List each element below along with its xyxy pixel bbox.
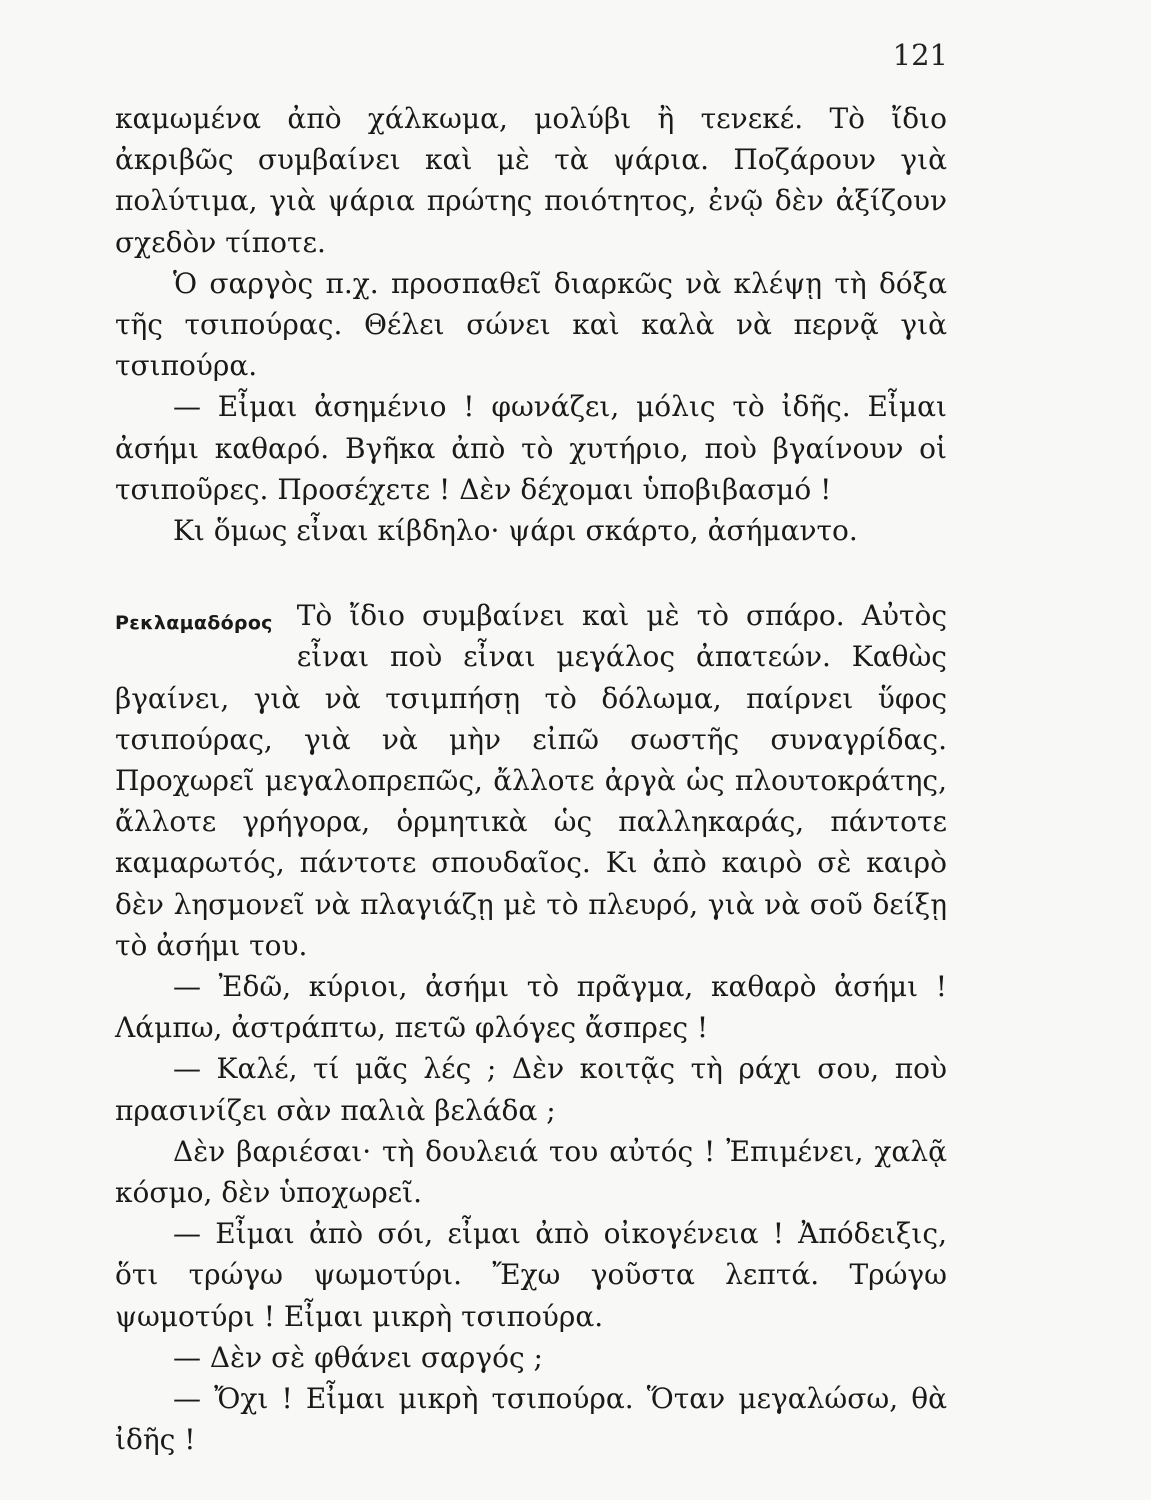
paragraph: — Ὄχι ! Εἶμαι μικρὴ τσιπούρα. Ὅταν μεγαλώσω, θὰ ἰδῆς ! [115,1382,947,1457]
paragraph: — Ἐδῶ, κύριοι, ἀσήμι τὸ πρᾶγμα, καθαρὸ ἀσήμι ! Λάμπω, ἀστράπτω, πετῶ φλόγες ἄσπρες ! [115,970,947,1045]
section-paragraph [115,595,947,966]
paragraph: — Εἶμαι ἀπὸ σόι, εἶμαι ἀπὸ οἰκογένεια ! Ἀπόδειξις, ὅτι τρώγω ψωμοτύρι. Ἔχω γοῦστα λεπτά. Τρώγω ψωμοτύρι ! Εἶμαι μικρὴ τσιπούρα. [115,1217,947,1333]
section-paragraph-text: Τὸ ἴδιο συμβαίνει καὶ μὲ τὸ σπάρο. Αὐτὸς εἶναι ποὺ εἶναι μεγάλος ἀπατεών. Καθὼς βγαίνει, γιὰ νὰ τσιμπήσῃ τὸ δόλωμα, παίρνει ὕφος τσιπούρας, γιὰ νὰ μὴν εἰπῶ σωστῆς συναγρίδας. Προχωρεῖ μεγαλοπρεπῶς, ἄλλοτε ἀργὰ ὡς πλουτοκράτης, ἄλλοτε γρήγορα, ὁρμητικὰ ὡς παλληκαράς, πάντοτε καμαρωτός, πάντοτε σπουδαῖος. Κι ἀπὸ καιρὸ σὲ καιρὸ δὲν λησμονεῖ νὰ πλαγιάζῃ μὲ τὸ πλευρό, γιὰ νὰ σοῦ δείξῃ τὸ ἀσήμι του. [115,599,947,962]
section-spacer [115,551,947,595]
paragraph: — Εἶμαι ἀσημένιο ! φωνάζει, μόλις τὸ ἰδῆς. Εἶμαι ἀσήμι καθαρό. Βγῆκα ἀπὸ τὸ χυτήριο, ποὺ βγαίνουν οἱ τσιποῦρες. Προσέχετε ! Δὲν δέχομαι ὑποβιβασμό ! [115,390,947,506]
paragraph: — Δὲν σὲ φθάνει σαργός ; [173,1340,543,1374]
page-number: 121 [892,38,948,72]
section-label: Ρεκλαμαδόρος [115,612,273,635]
paragraph: Δὲν βαριέσαι· τὴ δουλειά του αὐτός ! Ἐπιμένει, χαλᾷ κόσμο, δὲν ὑποχωρεῖ. [115,1134,947,1210]
paragraph: Κι ὅμως εἶναι κίβδηλο· ψάρι σκάρτο, ἀσήμαντο. [173,514,858,548]
paragraph: Ὁ σαργὸς π.χ. προσπαθεῖ διαρκῶς νὰ κλέψῃ τὴ δόξα τῆς τσιπούρας. Θέλει σώνει καὶ καλὰ νὰ περνᾷ γιὰ τσιπούρα. [115,266,947,383]
paragraph: καμωμένα ἀπὸ χάλκωμα, μολύβι ἢ τενεκέ. Τὸ ἴδιο ἀκριβῶς συμβαίνει καὶ μὲ τὰ ψάρια. Ποζάρουν γιὰ πολύτιμα, γιὰ ψάρια πρώτης ποιότητος, ἐνῷ δὲν ἀξίζουν σχεδὸν τίποτε. [115,102,947,259]
paragraph: — Καλέ, τί μᾶς λές ; Δὲν κοιτᾷς τὴ ράχι σου, ποὺ πρασινίζει σὰν παλιὰ βελάδα ; [115,1052,947,1127]
body-text [115,98,947,1461]
